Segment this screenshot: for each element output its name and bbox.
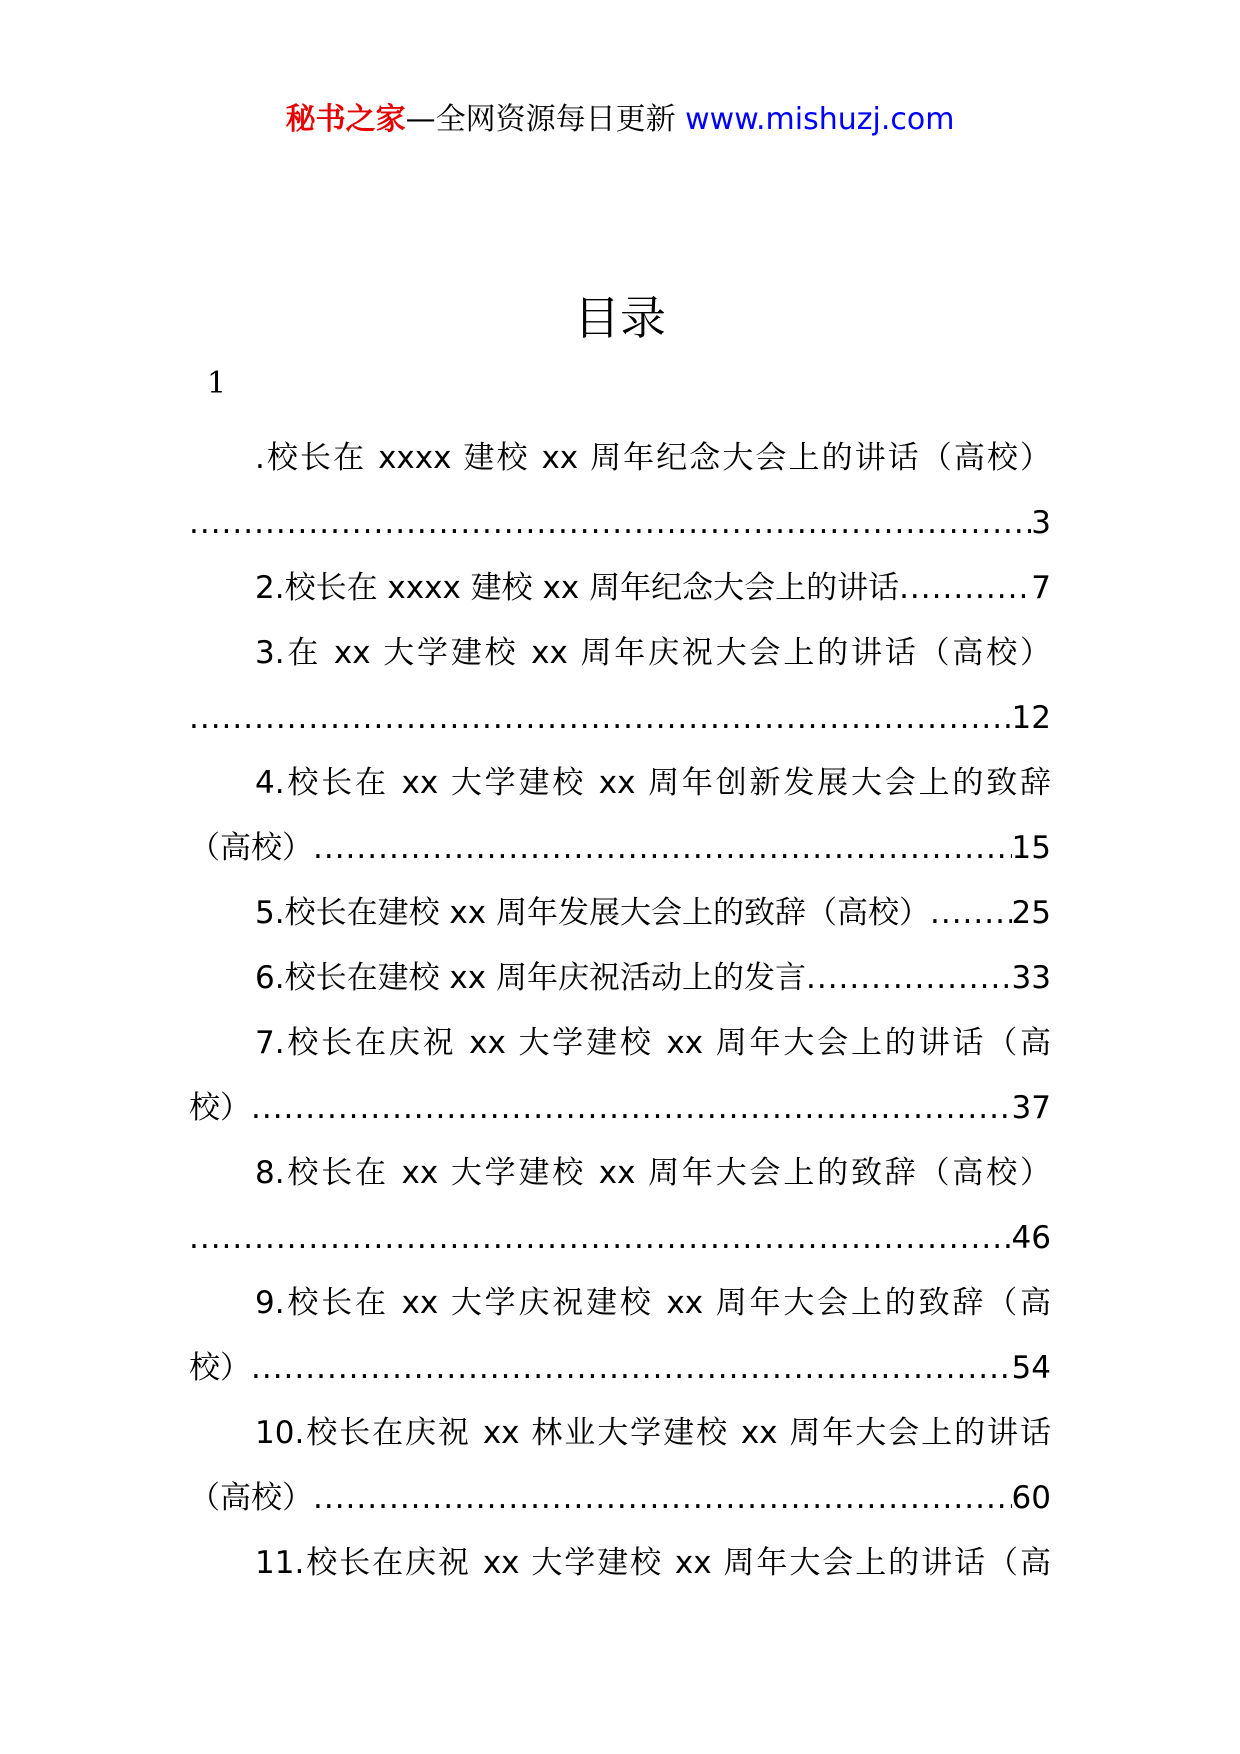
toc-page-number: 46 xyxy=(1011,1220,1051,1256)
toc-item-title: 7.校长在庆祝 xx 大学建校 xx 周年大会上的讲话（高 xyxy=(255,1025,1051,1061)
toc-item-title: 2.校长在 xxxx 建校 xx 周年纪念大会上的讲话 xyxy=(255,570,900,606)
toc-item-continuation: （高校） xyxy=(189,830,313,866)
dot-leader xyxy=(313,1466,1012,1531)
toc-item-2[interactable] xyxy=(189,556,1051,621)
toc-item-7-leader[interactable] xyxy=(189,1076,1051,1141)
dot-leader xyxy=(899,556,1031,621)
toc-item-title: 3.在 xx 大学建校 xx 周年庆祝大会上的讲话（高校） xyxy=(255,635,1051,671)
toc-item-continuation: 校） xyxy=(189,1090,251,1126)
toc-item-title: 8.校长在 xx 大学建校 xx 周年大会上的致辞（高校） xyxy=(255,1155,1051,1191)
toc-item-10-title[interactable] xyxy=(189,1401,1051,1466)
toc-item-title: .校长在 xxxx 建校 xx 周年纪念大会上的讲话（高校） xyxy=(255,440,1051,476)
toc-page-number: 37 xyxy=(1011,1090,1051,1126)
toc-item-4-leader[interactable] xyxy=(189,816,1051,881)
toc-item-title: 5.校长在建校 xx 周年发展大会上的致辞（高校） xyxy=(255,895,930,931)
toc-item-1-leader[interactable] xyxy=(189,491,1051,556)
dot-leader xyxy=(189,1206,1012,1271)
dot-leader xyxy=(313,816,1012,881)
toc-item-title: 6.校长在建校 xx 周年庆祝活动上的发言 xyxy=(255,960,806,996)
dot-leader xyxy=(806,946,1012,1011)
toc-item-9-leader[interactable] xyxy=(189,1336,1051,1401)
toc-page-number: 60 xyxy=(1011,1480,1051,1516)
toc-page-number: 33 xyxy=(1011,960,1051,996)
toc-page-number: 3 xyxy=(1031,505,1051,541)
dot-leader xyxy=(251,1336,1012,1401)
toc-item-7-title[interactable] xyxy=(189,1011,1051,1076)
toc-item-5[interactable] xyxy=(189,881,1051,946)
toc-item-8-title[interactable] xyxy=(189,1141,1051,1206)
toc-page-number: 54 xyxy=(1011,1350,1051,1386)
toc-page-number: 15 xyxy=(1011,830,1051,866)
toc-item-title: 4.校长在 xx 大学建校 xx 周年创新发展大会上的致辞 xyxy=(255,765,1051,801)
site-header xyxy=(0,100,1240,140)
dot-leader xyxy=(189,491,1031,556)
toc-item-4-title[interactable] xyxy=(189,751,1051,816)
dot-leader xyxy=(251,1076,1012,1141)
table-of-contents xyxy=(189,426,1051,1596)
toc-item-title: 9.校长在 xx 大学庆祝建校 xx 周年大会上的致辞（高 xyxy=(255,1285,1051,1321)
toc-item-continuation: （高校） xyxy=(189,1480,313,1516)
toc-item-continuation: 校） xyxy=(189,1350,251,1386)
toc-item-title: 10.校长在庆祝 xx 林业大学建校 xx 周年大会上的讲话 xyxy=(255,1415,1051,1451)
toc-item-1-title[interactable] xyxy=(189,426,1051,491)
toc-item-3-title[interactable] xyxy=(189,621,1051,686)
page-title: 目录 xyxy=(574,291,666,345)
brand-name: 秘书之家 xyxy=(285,102,406,137)
dot-leader xyxy=(930,881,1012,946)
toc-page-number: 25 xyxy=(1011,895,1051,931)
toc-item-3-leader[interactable] xyxy=(189,686,1051,751)
toc-page-number: 7 xyxy=(1031,570,1051,606)
header-tagline: —全网资源每日更新 xyxy=(405,102,676,137)
toc-item-10-leader[interactable] xyxy=(189,1466,1051,1531)
toc-item-11-title[interactable] xyxy=(189,1531,1051,1596)
site-url-link[interactable]: www.mishuzj.com xyxy=(685,102,955,137)
toc-item-9-title[interactable] xyxy=(189,1271,1051,1336)
page-number: 1 xyxy=(207,366,227,401)
toc-item-title: 11.校长在庆祝 xx 大学建校 xx 周年大会上的讲话（高 xyxy=(255,1545,1051,1581)
toc-item-8-leader[interactable] xyxy=(189,1206,1051,1271)
dot-leader xyxy=(189,686,1012,751)
toc-page-number: 12 xyxy=(1011,700,1051,736)
toc-item-6[interactable] xyxy=(189,946,1051,1011)
